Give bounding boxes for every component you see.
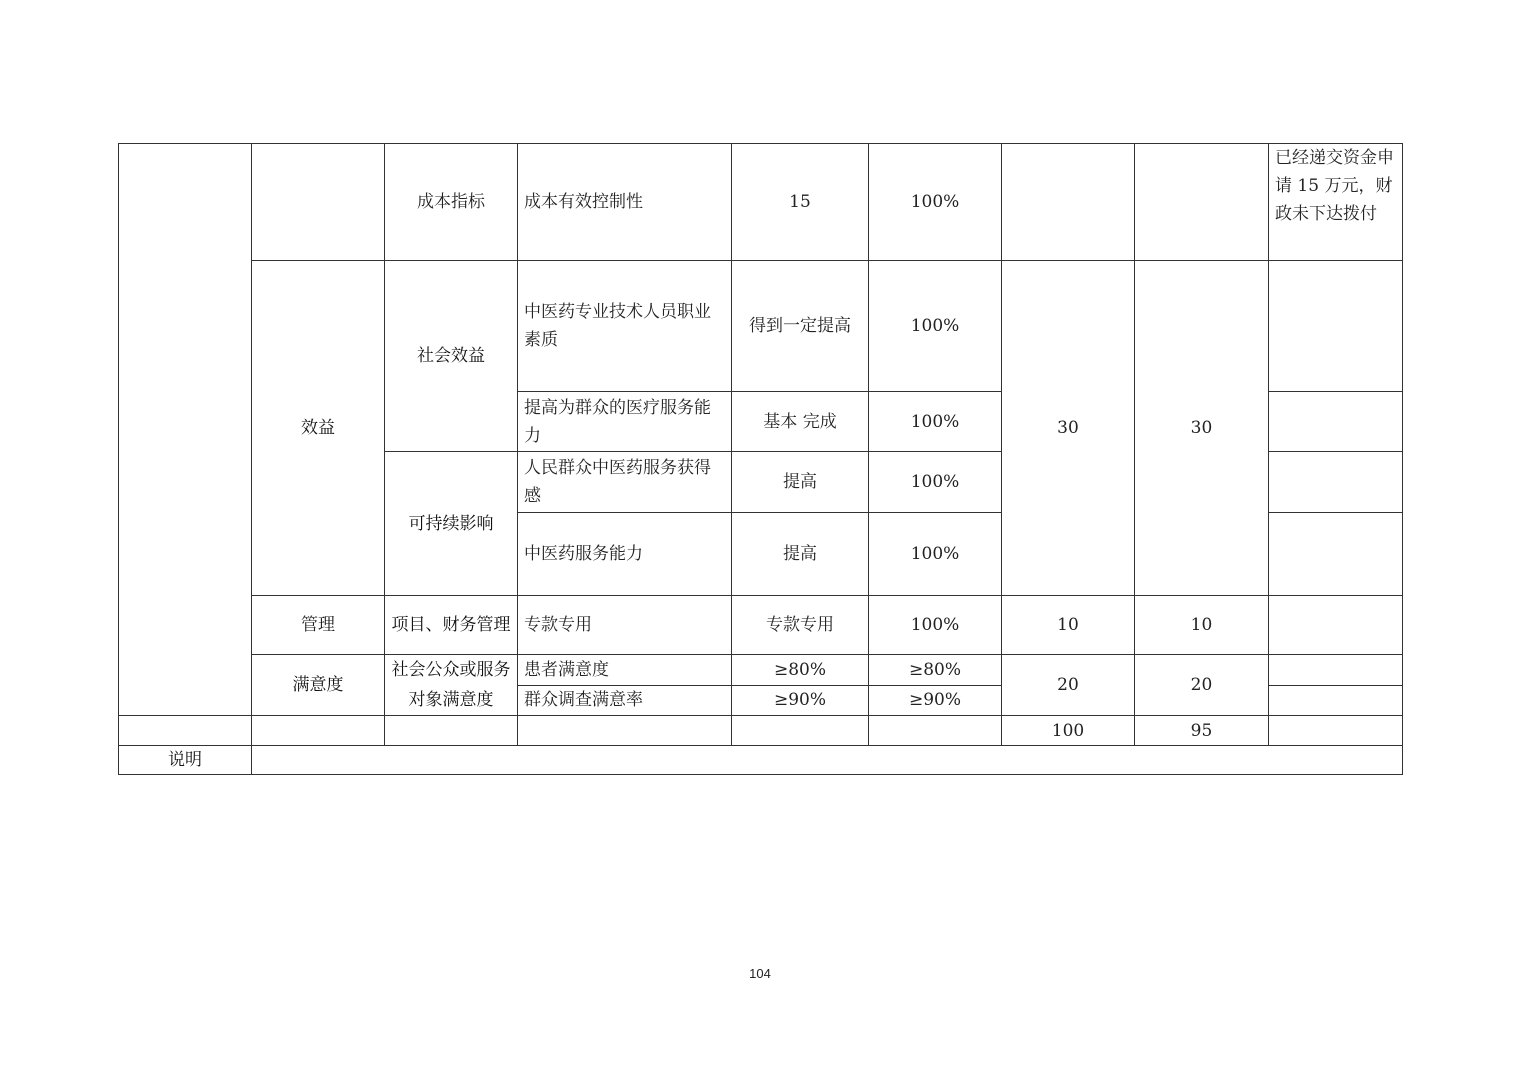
target-cell: ≥80% (732, 655, 869, 686)
empty-cell (1269, 452, 1403, 513)
benefit-label-cell: 效益 (252, 261, 385, 596)
empty-cell (1269, 513, 1403, 596)
empty-cell (1269, 716, 1403, 746)
satisfaction-score-cell: 20 (1135, 655, 1269, 716)
empty-cell (1269, 685, 1403, 716)
management-weight-cell: 10 (1002, 596, 1135, 655)
empty-cell (119, 716, 252, 746)
satisfaction-sub-cell: 社会公众或服务对象满意度 (385, 655, 518, 716)
benefit-weight-cell: 30 (1002, 261, 1135, 596)
social-benefit-label-cell: 社会效益 (385, 261, 518, 452)
satisfaction-label-cell: 满意度 (252, 655, 385, 716)
completion-cell: 100% (869, 596, 1002, 655)
completion-cell: ≥80% (869, 655, 1002, 686)
table-row (119, 655, 1403, 686)
table-row (119, 261, 1403, 392)
completion-cell: 100% (869, 261, 1002, 392)
cost-indicator-cell: 成本有效控制性 (518, 144, 732, 261)
cost-completion-cell: 100% (869, 144, 1002, 261)
empty-cell (1269, 261, 1403, 392)
empty-cell (1269, 655, 1403, 686)
total-row (119, 716, 1403, 746)
satisfaction-weight-cell: 20 (1002, 655, 1135, 716)
cost-category-cell: 成本指标 (385, 144, 518, 261)
empty-cell (119, 144, 252, 716)
indicator-cell: 中医药服务能力 (518, 513, 732, 596)
target-cell: ≥90% (732, 685, 869, 716)
indicator-cell: 提高为群众的医疗服务能力 (518, 392, 732, 452)
empty-cell (1002, 144, 1135, 261)
total-weight-cell: 100 (1002, 716, 1135, 746)
indicator-cell: 中医药专业技术人员职业素质 (518, 261, 732, 392)
target-cell: 提高 (732, 513, 869, 596)
benefit-score-cell: 30 (1135, 261, 1269, 596)
empty-cell (1269, 392, 1403, 452)
indicator-cell: 人民群众中医药服务获得感 (518, 452, 732, 513)
target-cell: 提高 (732, 452, 869, 513)
empty-cell (869, 716, 1002, 746)
target-cell: 专款专用 (732, 596, 869, 655)
target-cell: 得到一定提高 (732, 261, 869, 392)
completion-cell: 100% (869, 392, 1002, 452)
cost-note-cell: 已经递交资金申请 15 万元，财政未下达拨付 (1269, 144, 1403, 261)
indicator-cell: 专款专用 (518, 596, 732, 655)
total-score-cell: 95 (1135, 716, 1269, 746)
indicator-cell: 患者满意度 (518, 655, 732, 686)
completion-cell: 100% (869, 513, 1002, 596)
performance-table (118, 143, 1403, 775)
sustainable-label-cell: 可持续影响 (385, 452, 518, 596)
empty-cell (1269, 596, 1403, 655)
management-sub-cell: 项目、财务管理 (385, 596, 518, 655)
indicator-cell: 群众调查满意率 (518, 685, 732, 716)
management-label-cell: 管理 (252, 596, 385, 655)
page-number: 104 (749, 966, 771, 981)
empty-cell (732, 716, 869, 746)
target-cell: 基本 完成 (732, 392, 869, 452)
explanation-row (119, 746, 1403, 775)
empty-cell (252, 144, 385, 261)
management-score-cell: 10 (1135, 596, 1269, 655)
cost-target-cell: 15 (732, 144, 869, 261)
empty-cell (252, 716, 385, 746)
explanation-label-cell: 说明 (119, 746, 252, 775)
empty-cell (385, 716, 518, 746)
empty-cell (518, 716, 732, 746)
table-row (119, 596, 1403, 655)
completion-cell: 100% (869, 452, 1002, 513)
explanation-content-cell (252, 746, 1403, 775)
table-row (119, 144, 1403, 261)
empty-cell (1135, 144, 1269, 261)
completion-cell: ≥90% (869, 685, 1002, 716)
